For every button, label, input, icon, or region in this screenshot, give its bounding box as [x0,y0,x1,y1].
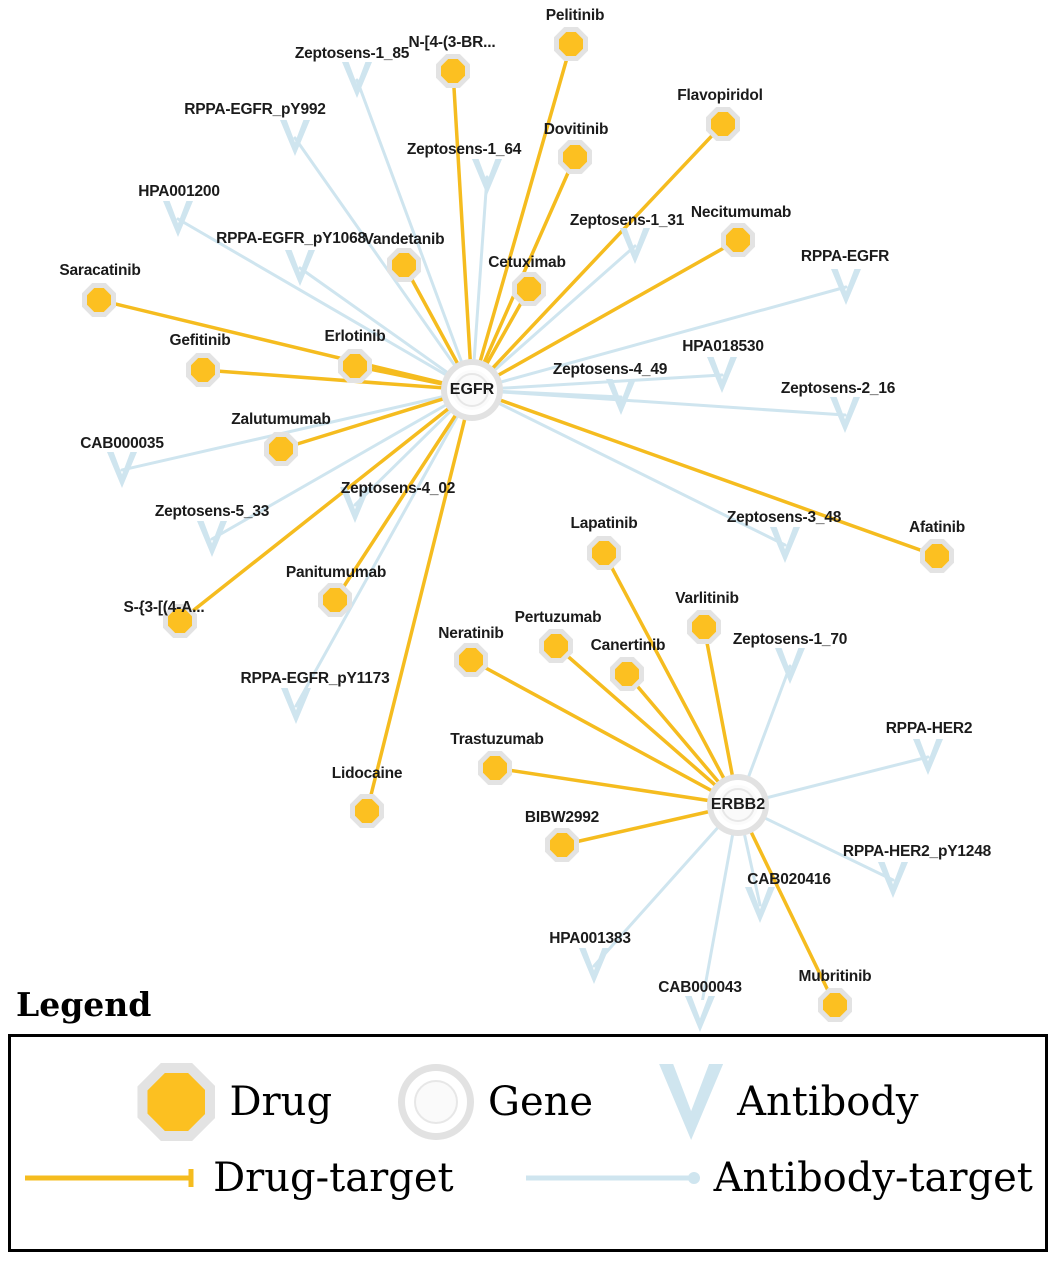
antibody-node[interactable] [770,527,800,563]
antibody-node[interactable] [707,357,737,393]
antibody-node-label: CAB000043 [658,979,742,996]
antibody-chevron-icon [107,452,137,488]
antibody-node-label: HPA001200 [138,183,220,200]
drug-node[interactable] [610,657,644,691]
antibody-node-label: RPPA-HER2_pY1248 [842,843,992,860]
drug-octagon-core-icon [925,544,949,568]
antibody-node[interactable] [831,269,861,305]
drug-octagon-core-icon [559,32,583,56]
drug-node[interactable] [721,223,755,257]
legend-item-antibody [659,1064,918,1140]
gene-node-label: ERBB2 [710,796,766,813]
drug-octagon-core-icon [544,634,568,658]
antibody-chevron-icon [707,357,737,393]
antibody-chevron-icon [770,527,800,563]
drug-node-label: N-[4-(3-BR... [408,34,496,51]
drug-node-label: Flavopiridol [677,87,763,104]
drug-octagon-core-icon [517,277,541,301]
drug-node-label: Afatinib [908,519,966,536]
legend [8,985,1048,1252]
antibody-node-label: RPPA-EGFR_pY1173 [240,670,390,687]
drug-node-label: Panitumumab [285,564,387,581]
legend-edges-row [11,1155,1045,1201]
drug-octagon-icon [478,751,512,785]
antibody-node-icon [659,1064,723,1140]
drug-octagon-icon [687,610,721,644]
antibody-node[interactable] [579,948,609,984]
antibody-node-label: Zeptosens-1_70 [732,631,848,648]
drug-octagon-core-icon [269,437,293,461]
drug-node[interactable] [545,828,579,862]
legend-shapes-row [11,1037,1045,1141]
antibody-node-label: RPPA-EGFR_pY992 [184,101,326,118]
antibody-chevron-icon [606,379,636,415]
drug-octagon-core-icon [592,541,616,565]
antibody-node-label: CAB000035 [80,435,164,452]
drug-octagon-core-icon [343,354,367,378]
drug-node[interactable] [350,794,384,828]
drug-octagon-icon [186,353,220,387]
drug-node-label: Lapatinib [570,515,638,532]
antibody-node-label: HPA018530 [682,338,764,355]
drug-node-label: Zalutumumab [231,411,331,428]
drug-node-core-icon [147,1073,205,1131]
legend-box [8,1034,1048,1252]
legend-item-drug [137,1063,332,1141]
antibody-node-label: Zeptosens-1_64 [406,141,522,158]
antibody-node-label: CAB020416 [747,871,831,888]
drug-node-label: Pelitinib [545,7,605,24]
drug-octagon-icon [539,629,573,663]
drug-octagon-icon [554,27,588,61]
drug-octagon-icon [264,432,298,466]
drug-node[interactable] [264,432,298,466]
antibody-chevron-icon [913,739,943,775]
antibody-target-edge-icon [524,1166,704,1190]
drug-node-label: S-{3-[(4-A... [123,599,205,616]
drug-octagon-icon [706,107,740,141]
drug-node-icon [137,1063,215,1141]
antibody-chevron-icon [281,688,311,724]
drug-octagon-icon [82,283,116,317]
drug-node[interactable] [387,248,421,282]
legend-label-drug-target: Drug-target [213,1155,454,1201]
legend-label-antibody: Antibody [737,1079,919,1125]
drug-node-label: Gefitinib [169,332,231,349]
antibody-chevron-icon [197,521,227,557]
antibody-node-label: HPA001383 [549,930,631,947]
gene-node-icon [398,1064,474,1140]
antibody-node-label: Zeptosens-1_31 [569,212,685,229]
antibody-chevron-icon [472,159,502,195]
drug-octagon-icon [512,272,546,306]
antibody-node[interactable] [620,228,650,264]
drug-node[interactable] [186,353,220,387]
antibody-node[interactable] [472,159,502,195]
antibody-node[interactable] [280,120,310,156]
drug-octagon-core-icon [483,756,507,780]
antibody-node-label: Zeptosens-1_85 [294,45,410,62]
antibody-node-label: Zeptosens-2_16 [780,380,896,397]
antibody-node-label: RPPA-EGFR_pY1068 [216,230,366,247]
drug-octagon-icon [558,140,592,174]
drug-octagon-core-icon [726,228,750,252]
drug-octagon-core-icon [392,253,416,277]
drug-octagon-icon [318,583,352,617]
drug-octagon-core-icon [550,833,574,857]
antibody-node[interactable] [775,648,805,684]
antibody-chevron-icon [342,62,372,98]
gene-node-core-icon [414,1080,458,1124]
antibody-chevron-icon [745,887,775,923]
antibody-chevron-icon [830,397,860,433]
drug-node[interactable] [539,629,573,663]
drug-octagon-icon [454,643,488,677]
legend-item-drug-target [23,1155,453,1201]
antibody-chevron-icon [579,948,609,984]
drug-node-label: Erlotinib [324,328,386,345]
drug-octagon-core-icon [191,358,215,382]
drug-node-label: BIBW2992 [524,809,600,826]
drug-node-label: Lidocaine [331,765,403,782]
gene-node-ring-icon [405,1071,467,1133]
drug-octagon-core-icon [441,59,465,83]
drug-target-edge [472,390,937,556]
antibody-node[interactable] [342,62,372,98]
antibody-node[interactable] [107,452,137,488]
drug-target-edge-icon [23,1166,203,1190]
drug-node-label: Neratinib [438,625,504,642]
drug-node[interactable] [318,583,352,617]
drug-octagon-core-icon [692,615,716,639]
antibody-chevron-icon [163,201,193,237]
antibody-chevron-icon [620,228,650,264]
drug-node[interactable] [920,539,954,573]
drug-node-label: Canertinib [590,637,666,654]
antibody-node[interactable] [913,739,943,775]
drug-octagon-core-icon [615,662,639,686]
antibody-chevron-icon [775,648,805,684]
drug-target-edge [453,71,472,390]
drug-octagon-core-icon [323,588,347,612]
antibody-node[interactable] [878,862,908,898]
drug-node[interactable] [454,643,488,677]
drug-node-label: Trastuzumab [450,731,544,748]
drug-node-label: Pertuzumab [514,609,602,626]
legend-label-drug: Drug [229,1079,333,1125]
drug-octagon-core-icon [459,648,483,672]
drug-node-label: Saracatinib [59,262,141,279]
legend-title: Legend [16,985,152,1024]
drug-node[interactable] [554,27,588,61]
drug-octagon-icon [436,54,470,88]
legend-label-antibody-target: Antibody-target [713,1155,1033,1201]
legend-item-antibody-target [524,1155,1033,1201]
antibody-node[interactable] [281,688,311,724]
antibody-node[interactable] [745,887,775,923]
drug-node-label: Varlitinib [675,590,739,607]
drug-octagon-core-icon [355,799,379,823]
antibody-node[interactable] [285,250,315,286]
drug-octagon-icon [545,828,579,862]
drug-node-label: Vandetanib [363,231,445,248]
drug-octagon-icon [920,539,954,573]
antibody-node[interactable] [197,521,227,557]
antibody-node-label: Zeptosens-5_33 [154,503,270,520]
gene-node-label: EGFR [449,381,495,398]
drug-octagon-icon [350,794,384,828]
drug-node[interactable] [558,140,592,174]
legend-label-gene: Gene [488,1079,594,1125]
legend-item-gene [398,1064,593,1140]
antibody-node[interactable] [606,379,636,415]
drug-octagon-core-icon [87,288,111,312]
antibody-node-label: Zeptosens-3_48 [726,509,842,526]
antibody-node[interactable] [830,397,860,433]
drug-octagon-icon [721,223,755,257]
drug-node[interactable] [587,536,621,570]
antibody-node-label: Zeptosens-4_02 [340,480,456,497]
drug-octagon-icon [587,536,621,570]
antibody-chevron-icon [280,120,310,156]
drug-node[interactable] [687,610,721,644]
drug-node[interactable] [706,107,740,141]
drug-node-label: Cetuximab [488,254,566,271]
drug-octagon-core-icon [563,145,587,169]
drug-node-label: Dovitinib [543,121,609,138]
antibody-node-label: RPPA-HER2 [885,720,973,737]
drug-node[interactable] [512,272,546,306]
antibody-node-label: RPPA-EGFR [800,248,890,265]
drug-node[interactable] [82,283,116,317]
antibody-node-label: Zeptosens-4_49 [552,361,668,378]
drug-node-label: Necitumumab [690,204,792,221]
antibody-node[interactable] [163,201,193,237]
drug-octagon-core-icon [711,112,735,136]
drug-octagon-icon [338,349,372,383]
antibody-chevron-icon [285,250,315,286]
drug-node[interactable] [436,54,470,88]
antibody-chevron-icon [878,862,908,898]
drug-node[interactable] [338,349,372,383]
drug-octagon-icon [387,248,421,282]
drug-node[interactable] [478,751,512,785]
drug-node-label: Mubritinib [798,968,872,985]
drug-octagon-icon [610,657,644,691]
antibody-chevron-icon [831,269,861,305]
